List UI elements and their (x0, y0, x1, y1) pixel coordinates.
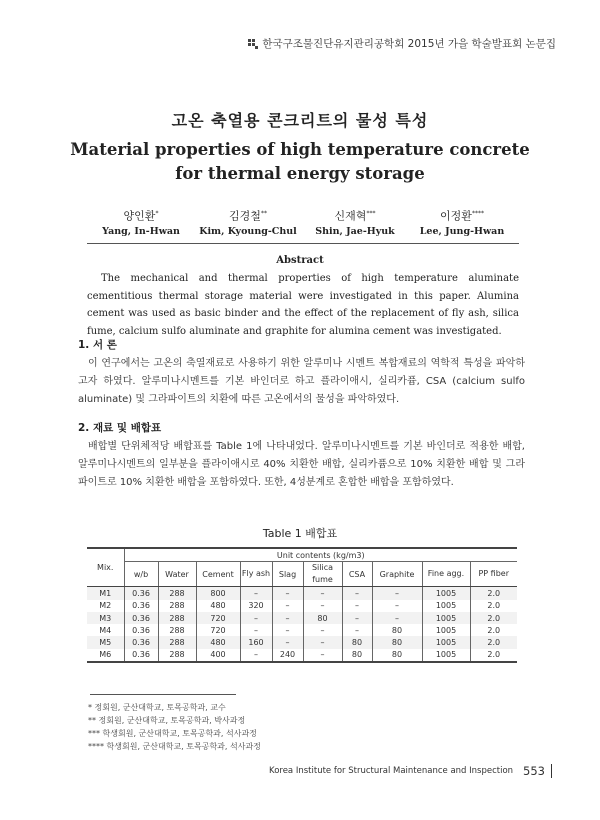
table-cell: – (240, 587, 272, 600)
page-footer (269, 764, 552, 778)
footnote-divider (90, 694, 236, 695)
footer-organization: Korea Institute for Structural Maintenance and Inspection (269, 766, 514, 776)
table-cell: M5 (87, 636, 124, 648)
table-cell: 720 (196, 612, 240, 624)
table-cell: 80 (342, 649, 372, 662)
table-cell: – (342, 624, 372, 636)
author-name-ko: 김경철 (229, 209, 261, 223)
table-cell: – (303, 600, 342, 612)
table-cell: 0.36 (124, 612, 158, 624)
title-english-line1: Material properties of high temperature concrete (70, 140, 530, 159)
table-cell: 2.0 (470, 600, 517, 612)
column-header: Slag (272, 562, 303, 587)
table-cell: 2.0 (470, 612, 517, 624)
table-cell: 1005 (422, 587, 470, 600)
author-mark: **** (471, 210, 484, 217)
divider (87, 243, 519, 244)
table-cell: – (342, 600, 372, 612)
abstract-text: The mechanical and thermal properties of high temperature aluminate cementitious thermal storage material were investigated in this paper. Alumina cement was used as basic binder and the effect of the replacement of fly ash, silica fume, calcium sulfo aluminate and graphite for alumina cement was investigated. (87, 273, 519, 337)
table-cell: – (303, 649, 342, 662)
footnote-3: *** 학생회원, 군산대학교, 토목공학과, 석사과정 (88, 729, 257, 738)
table-row (87, 624, 517, 636)
table-cell: 288 (158, 600, 196, 612)
table-cell: – (272, 587, 303, 600)
table-cell: 400 (196, 649, 240, 662)
column-header: Fine agg. (422, 562, 470, 587)
table-cell: 288 (158, 636, 196, 648)
footnote-2: ** 정회원, 군산대학교, 토목공학과, 박사과정 (88, 716, 246, 725)
table-cell: 1005 (422, 612, 470, 624)
author-name-en: Lee, Jung-Hwan (419, 225, 505, 237)
column-header: Fly ash (240, 562, 272, 587)
section-2-heading: 2. 재료 및 배합표 (78, 422, 162, 434)
table-cell: 0.36 (124, 624, 158, 636)
table-cell: 80 (372, 624, 422, 636)
journal-logo-icon (248, 39, 258, 49)
table-cell: – (342, 612, 372, 624)
row-header-cell: Mix. (87, 548, 124, 587)
table-cell: – (240, 649, 272, 662)
table-cell: 80 (372, 636, 422, 648)
section-1-heading: 1. 서 론 (78, 339, 117, 351)
table-cell: 480 (196, 636, 240, 648)
table-cell: 1005 (422, 624, 470, 636)
table-cell: – (272, 600, 303, 612)
table-cell: 2.0 (470, 587, 517, 600)
table-cell: – (372, 587, 422, 600)
table-cell: 2.0 (470, 636, 517, 648)
column-header: Silica fume (303, 562, 342, 587)
table-cell: – (272, 624, 303, 636)
table-cell: – (240, 612, 272, 624)
table-cell: M4 (99, 625, 112, 635)
author-4 (387, 206, 537, 239)
journal-header (248, 36, 556, 51)
table-row (87, 612, 517, 624)
author-name-ko: 신재혁 (334, 209, 367, 223)
author-name-en: Kim, Kyoung-Chul (199, 225, 297, 237)
section-2-text: 배합별 단위체적당 배합표를 Table 1에 나타내었다. 알루미나시멘트를 기본 바인더로 적용한 배합, 알루미나시멘트의 일부분을 플라이애시로 40% 치환한 배합, 실리카퓸으로 10% 치환한 배합 및 그라파이트로 10% 치환한 배합을 포함하였다. 또한, 4성분계로 혼합한 배합을 포함하였다. (78, 441, 525, 488)
table-cell: – (372, 600, 422, 612)
table-row (87, 600, 517, 612)
table-cell: 80 (372, 649, 422, 662)
table-cell: 800 (196, 587, 240, 600)
table-cell: 80 (342, 636, 372, 648)
table-cell: – (303, 624, 342, 636)
table-cell: 2.0 (470, 649, 517, 662)
abstract-heading: Abstract (276, 255, 324, 266)
author-name-ko: 이정환 (440, 209, 472, 223)
column-header: Graphite (372, 562, 422, 587)
table-caption: Table 1 배합표 (262, 527, 338, 540)
table-cell: – (372, 612, 422, 624)
table-cell: 288 (158, 587, 196, 600)
column-header: Water (158, 562, 196, 587)
table-cell: 2.0 (470, 624, 517, 636)
table-cell: – (303, 636, 342, 648)
table-cell: 480 (196, 600, 240, 612)
table-cell: 160 (240, 636, 272, 648)
author-mark: * (155, 210, 159, 217)
footnote-1: * 정회원, 군산대학교, 토목공학과, 교수 (88, 703, 226, 712)
author-name-ko: 양인환 (123, 209, 156, 223)
journal-name: 한국구조물진단유지관리공학회 2015년 가을 학술발표회 논문집 (262, 38, 556, 50)
column-header: Cement (196, 562, 240, 587)
table-cell: – (303, 587, 342, 600)
table-cell: 1005 (422, 600, 470, 612)
table-row (87, 649, 517, 662)
group-header-cell: Unit contents (kg/m3) (124, 548, 517, 562)
author-mark: *** (366, 210, 376, 217)
table-cell: 720 (196, 624, 240, 636)
column-header: w/b (124, 562, 158, 587)
column-header: CSA (342, 562, 372, 587)
table-cell: 0.36 (124, 600, 158, 612)
table-cell: – (272, 636, 303, 648)
table-cell: – (272, 612, 303, 624)
table-cell: 0.36 (124, 649, 158, 662)
page-number: 553 (523, 764, 552, 778)
table-row (87, 636, 517, 648)
table-cell: 80 (303, 612, 342, 624)
mix-proportion-table (87, 547, 517, 663)
table-cell: M6 (87, 649, 124, 662)
table-cell: 1005 (422, 636, 470, 648)
column-header: PP fiber (470, 562, 517, 587)
author-mark: ** (260, 210, 267, 217)
footnote-4: **** 학생회원, 군산대학교, 토목공학과, 석사과정 (88, 742, 261, 751)
table-cell: 240 (272, 649, 303, 662)
table-cell: M3 (87, 612, 124, 624)
section-1-text: 이 연구에서는 고온의 축열재료로 사용하기 위한 알루미나 시멘트 복합재료의 역학적 특성을 파악하고자 하였다. 알루미나시멘트를 기본 바인더로 하고 플라이애시, 실리카퓸, CSA (calcium sulfo aluminate) 및 그라파이트의 치환에 따른 고온에서의 물성을 파악하였다. (78, 358, 525, 405)
author-name-en: Shin, Jae-Hyuk (315, 225, 395, 237)
table-cell: M2 (99, 601, 112, 611)
table-cell: 0.36 (124, 636, 158, 648)
table-row (87, 587, 517, 600)
table-cell: 320 (240, 600, 272, 612)
table-cell: – (240, 624, 272, 636)
table-cell: – (342, 587, 372, 600)
table-cell: M1 (87, 587, 124, 600)
table-cell: 1005 (422, 649, 470, 662)
title-english-line2: for thermal energy storage (175, 164, 425, 183)
table-cell: 288 (158, 649, 196, 662)
table-cell: 0.36 (124, 587, 158, 600)
author-name-en: Yang, In-Hwan (102, 225, 180, 237)
table-cell: 288 (158, 612, 196, 624)
table-cell: 288 (158, 624, 196, 636)
title-korean: 고온 축열용 콘크리트의 물성 특성 (171, 111, 429, 130)
